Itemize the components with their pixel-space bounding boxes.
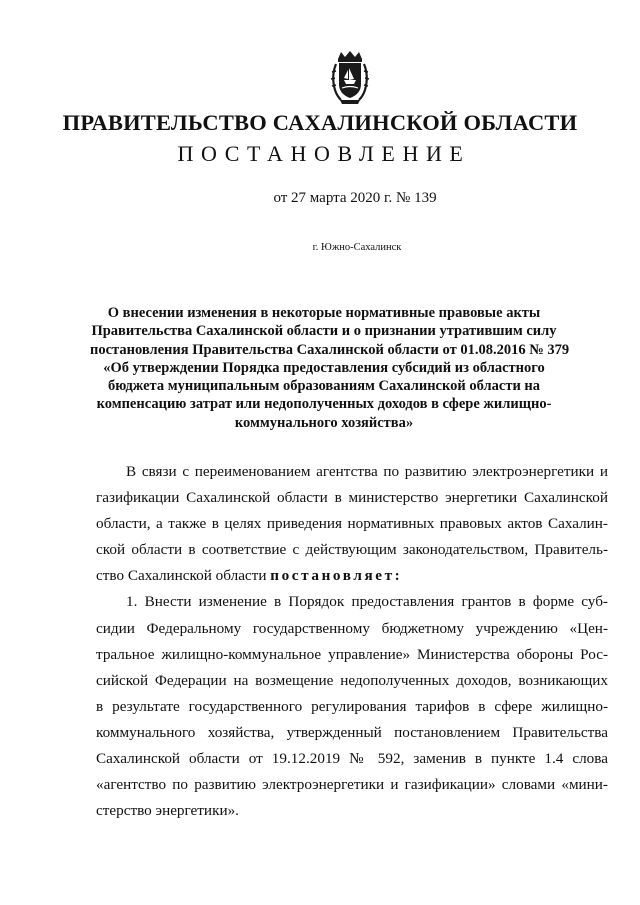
preamble-line: ской области в соответствие с действующим законодательством, Правитель- xyxy=(96,541,608,559)
preamble-last-line xyxy=(96,563,608,589)
preamble-line: В связи с переименованием агентства по развитию электроэнергетики и xyxy=(126,463,608,480)
subject-line: О внесении изменения в некоторые нормативные правовые акты xyxy=(107,305,541,321)
item-1-line: 1. Внести изменение в Порядок предоставления грантов в форме суб- xyxy=(126,593,608,611)
sakhalin-coat-of-arms-icon xyxy=(327,50,373,106)
preamble-line: области, а также в целях приведения нормативных правовых актов Сахалин- xyxy=(96,515,608,533)
decree-subject xyxy=(90,304,570,432)
preamble-line: газификации Сахалинской области в министерство энергетики Сахалинской xyxy=(96,489,608,507)
subject-line: Правительства Сахалинской области и о признании утратившим силу xyxy=(91,323,557,340)
document-type: ПОСТАНОВЛЕНИЕ xyxy=(177,141,471,166)
subject-line: компенсацию затрат или недополученных доходов в сфере жилищно- xyxy=(96,396,552,413)
subject-line: коммунального хозяйства» xyxy=(234,414,414,431)
resolves-word: постановляет: xyxy=(270,567,403,585)
government-name: ПРАВИТЕЛЬСТВО САХАЛИНСКОЙ ОБЛАСТИ xyxy=(62,110,578,135)
decree-body xyxy=(96,459,608,824)
preamble-line-prefix: ство Сахалинской области xyxy=(96,567,267,585)
decree-date-number: от 27 марта 2020 г. № 139 xyxy=(273,190,437,206)
city-of-issue: г. Южно-Сахалинск xyxy=(312,242,402,253)
item-1-line: стерство энергетики». xyxy=(96,802,239,820)
item-1-line: «агентство по развитию электроэнергетики и газификации» словами «мини- xyxy=(96,776,608,794)
item-1-line: в результате государственного регулирования тарифов в сфере жилищно- xyxy=(96,697,608,715)
subject-line: «Об утверждении Порядка предоставления субсидий из областного xyxy=(103,359,545,376)
item-1-line: сийской Федерации на возмещение недополученных доходов, возникающих xyxy=(96,671,608,689)
subject-line: постановления Правительства Сахалинской области от 01.08.2016 № 379 xyxy=(90,341,570,358)
item-1-line: коммунального хозяйства, утвержденный постановлением Правительства xyxy=(96,723,608,741)
item-1-line: сидии Федеральному государственному бюджетному учреждению «Цен- xyxy=(96,619,608,637)
subject-line: бюджета муниципальным образованиям Сахалинской области на xyxy=(107,378,541,395)
item-1-line: тральное жилищно-коммунальное управление» Министерства обороны Рос- xyxy=(96,645,608,663)
item-1-line: Сахалинской области от 19.12.2019 № 592, заменив в пункте 1.4 слова xyxy=(96,750,608,768)
